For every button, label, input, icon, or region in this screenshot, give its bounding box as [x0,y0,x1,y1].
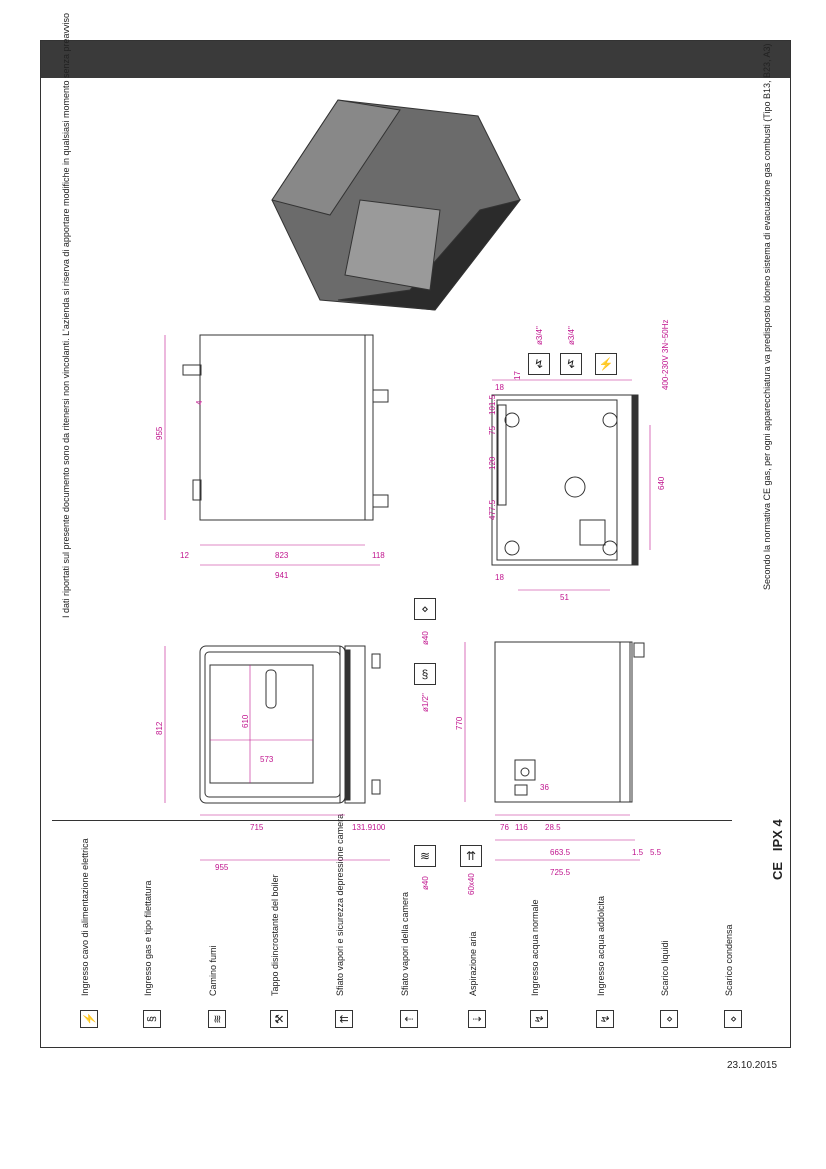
svg-text:770: 770 [455,716,464,730]
flue-symbol: ≋ [414,845,436,867]
boiler-plug-icon: ⚒ [270,1010,288,1028]
water-symbol: ↯ [528,353,550,375]
svg-text:4: 4 [195,400,204,405]
svg-text:131.9: 131.9 [352,823,373,832]
flue-icon: ≋ [208,1010,226,1028]
gas-inlet-icon: § [143,1010,161,1028]
legend-label: Scarico condensa [724,924,734,996]
svg-text:1.5: 1.5 [632,848,644,857]
svg-text:75: 75 [488,426,497,435]
legend-label: Ingresso acqua addolcita [596,895,606,996]
svg-text:116: 116 [515,823,528,832]
svg-text:18: 18 [495,383,504,392]
svg-text:120: 120 [488,456,497,470]
legend-label: Ingresso gas e tipo filettatura [143,880,153,996]
side-view [183,335,388,520]
legend-label: Ingresso acqua normale [530,899,540,996]
back-view [492,395,638,565]
svg-text:118: 118 [372,551,385,560]
svg-text:955: 955 [155,426,164,440]
power-symbol: ⚡ [595,353,617,375]
svg-text:823: 823 [275,551,289,560]
safety-vent-icon: ⇈ [335,1010,353,1028]
svg-text:725.5: 725.5 [550,868,571,877]
svg-text:663.5: 663.5 [550,848,571,857]
svg-text:76: 76 [500,823,509,832]
svg-text:640: 640 [657,476,666,490]
svg-text:17: 17 [513,371,522,380]
gas-symbol: § [414,663,436,685]
air-intake-icon: ⇣ [468,1010,486,1028]
legend-label: Camino fumi [208,945,218,996]
gas-note: Secondo la normativa CE gas, per ogni apparecchiatura va predisposto idoneo sistema di evacuazione gas combusti (Tipo B13, B23, A3) [762,43,772,590]
legend-label: Scarico liquidi [660,940,670,996]
condensate-drain-icon: ⋄ [724,1010,742,1028]
svg-text:955: 955 [215,863,229,872]
svg-text:941: 941 [275,571,289,580]
legend-label: Sfiato vapori e sicurezza depressione camera [335,813,345,996]
side-dims [165,335,380,565]
legend-label: Tappo disincrostante del boiler [270,874,280,996]
svg-text:101.5: 101.5 [488,394,497,415]
svg-text:610: 610 [241,714,250,728]
svg-text:28.5: 28.5 [545,823,561,832]
chamber-vent-icon: ⇡ [400,1010,418,1028]
front-view [200,646,380,803]
svg-text:18: 18 [495,573,504,582]
dimension-labels [155,320,670,878]
svg-text:477.5: 477.5 [488,499,497,520]
isometric-view [272,100,520,310]
flue-size: ø40 [421,876,430,890]
soft-water-size: ø3/4" [567,326,576,345]
svg-text:100: 100 [372,823,386,832]
drain-size: ø40 [421,631,430,645]
legend-label: Ingresso cavo di alimentazione elettrica [80,838,90,996]
svg-text:812: 812 [155,721,164,735]
vent-symbol: ⇈ [460,845,482,867]
legend-label: Sfiato vapori della camera [400,891,410,996]
document-date: 23.10.2015 [727,1060,778,1071]
ce-ipx-marking: CE IPX 4 [770,819,785,880]
drain-icon: ⋄ [660,1010,678,1028]
back-dims [492,380,650,590]
power-cable-icon: ⚡ [80,1010,98,1028]
svg-text:573: 573 [260,755,274,764]
svg-text:5.5: 5.5 [650,848,662,857]
water-size: ø3/4" [535,326,544,345]
svg-text:715: 715 [250,823,264,832]
soft-water-icon: ↯ [596,1010,614,1028]
drain-symbol: ⋄ [414,598,436,620]
legend-label: Aspirazione aria [468,931,478,996]
vent-size: 60x40 [467,873,476,895]
svg-text:400-230V 3N~50Hz: 400-230V 3N~50Hz [661,319,670,390]
water-inlet-icon: ↯ [530,1010,548,1028]
disclaimer-text: I dati riportati sul presente documento sono da ritenersi non vincolanti. L'azienda si riserva di apportare modifiche in qualsiasi momento senza preavviso [61,12,71,618]
top-view [495,642,644,802]
gas-size: ø1/2" [421,693,430,712]
svg-text:12: 12 [180,551,189,560]
soft-water-symbol: ↯ [560,353,582,375]
svg-text:51: 51 [560,593,569,602]
svg-text:36: 36 [540,783,549,792]
